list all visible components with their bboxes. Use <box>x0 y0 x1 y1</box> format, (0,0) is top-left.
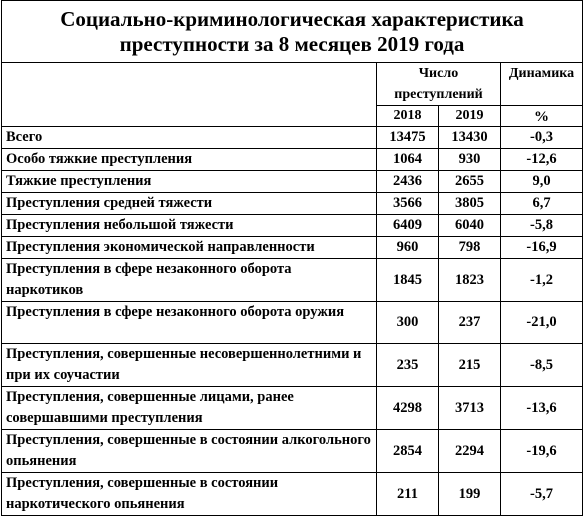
header-blank-cell <box>2 63 377 127</box>
table-row <box>2 171 583 193</box>
value-2018: 960 <box>377 237 439 259</box>
value-dynamics: -12,6 <box>501 149 583 171</box>
value-dynamics: 9,0 <box>501 171 583 193</box>
value-dynamics: -5,7 <box>501 473 583 516</box>
value-2018: 2854 <box>377 430 439 473</box>
row-label: Преступления в сфере незаконного оборота наркотиков <box>2 259 377 302</box>
value-2019: 3805 <box>439 193 501 215</box>
table-row <box>2 430 583 473</box>
header-percent-unit: % <box>501 106 583 127</box>
value-2018: 6409 <box>377 215 439 237</box>
value-2019: 6040 <box>439 215 501 237</box>
value-2019: 215 <box>439 344 501 387</box>
table-row <box>2 127 583 149</box>
value-2019: 2655 <box>439 171 501 193</box>
row-label: Всего <box>2 127 377 149</box>
row-label: Тяжкие преступления <box>2 171 377 193</box>
value-2018: 1064 <box>377 149 439 171</box>
value-2018: 2436 <box>377 171 439 193</box>
table-row <box>2 344 583 387</box>
row-label: Преступления экономической направленности <box>2 237 377 259</box>
value-dynamics: 6,7 <box>501 193 583 215</box>
crime-statistics-table <box>1 0 583 516</box>
header-year-2018: 2018 <box>377 106 439 127</box>
row-label: Особо тяжкие преступления <box>2 149 377 171</box>
value-dynamics: -8,5 <box>501 344 583 387</box>
value-2019: 2294 <box>439 430 501 473</box>
value-2018: 300 <box>377 302 439 344</box>
value-2018: 13475 <box>377 127 439 149</box>
row-label: Преступления, совершенные в состоянии наркотического опьянения <box>2 473 377 516</box>
row-label: Преступления, совершенные в состоянии алкогольного опьянения <box>2 430 377 473</box>
row-label: Преступления, совершенные несовершеннолетними и при их соучастии <box>2 344 377 387</box>
value-dynamics: -19,6 <box>501 430 583 473</box>
value-dynamics: -16,9 <box>501 237 583 259</box>
value-2019: 237 <box>439 302 501 344</box>
row-label: Преступления небольшой тяжести <box>2 215 377 237</box>
table-row <box>2 193 583 215</box>
row-label: Преступления в сфере незаконного оборота оружия <box>2 302 377 344</box>
header-crime-count: Число преступлений <box>377 63 501 106</box>
table-row <box>2 237 583 259</box>
table-row <box>2 302 583 344</box>
header-dynamics: Динамика <box>501 63 583 106</box>
value-2019: 3713 <box>439 387 501 430</box>
value-2019: 199 <box>439 473 501 516</box>
header-year-2019: 2019 <box>439 106 501 127</box>
value-2019: 798 <box>439 237 501 259</box>
value-2019: 13430 <box>439 127 501 149</box>
value-2018: 4298 <box>377 387 439 430</box>
table-row <box>2 259 583 302</box>
value-dynamics: -21,0 <box>501 302 583 344</box>
table-row <box>2 149 583 171</box>
value-2018: 1845 <box>377 259 439 302</box>
value-dynamics: -5,8 <box>501 215 583 237</box>
value-2019: 1823 <box>439 259 501 302</box>
value-dynamics: -13,6 <box>501 387 583 430</box>
table-title: Социально-криминологическая характеристика преступности за 8 месяцев 2019 года <box>2 1 583 63</box>
table-row <box>2 473 583 516</box>
value-2018: 3566 <box>377 193 439 215</box>
table-row <box>2 215 583 237</box>
table-row <box>2 387 583 430</box>
value-2019: 930 <box>439 149 501 171</box>
value-2018: 235 <box>377 344 439 387</box>
value-dynamics: -0,3 <box>501 127 583 149</box>
value-dynamics: -1,2 <box>501 259 583 302</box>
value-2018: 211 <box>377 473 439 516</box>
row-label: Преступления средней тяжести <box>2 193 377 215</box>
row-label: Преступления, совершенные лицами, ранее совершавшими преступления <box>2 387 377 430</box>
